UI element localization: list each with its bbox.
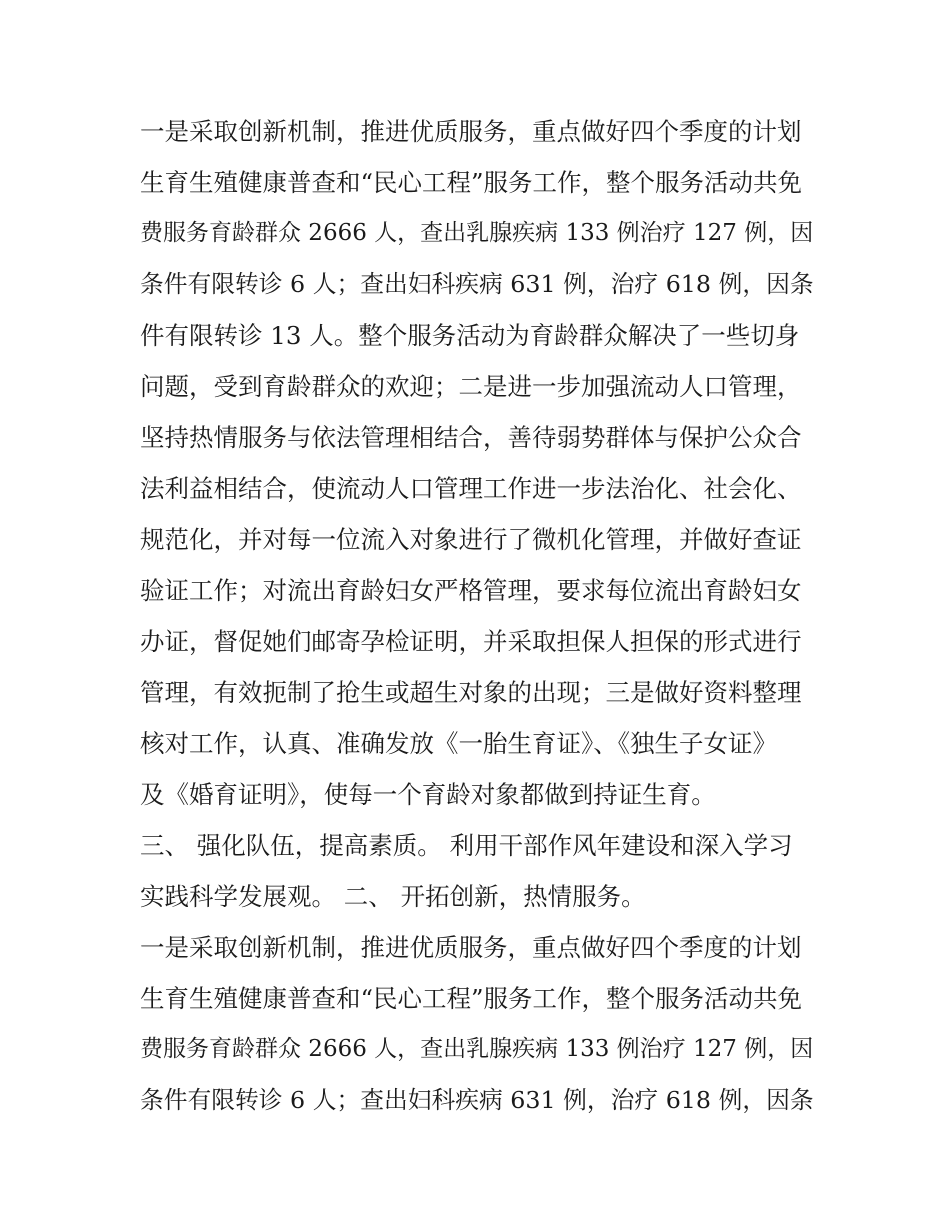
text-line-9: 规范化，并对每一位流入对象进行了微机化管理，并做好查证 — [140, 525, 802, 554]
text-line-7: 坚持热情服务与依法管理相结合，善待弱势群体与保护公众合 — [140, 423, 802, 452]
text-line-17: 一是采取创新机制，推进优质服务，重点做好四个季度的计划 — [140, 933, 802, 962]
text-line-2: 生育生殖健康普查和“民心工程”服务工作，整个服务活动共免 — [140, 168, 803, 197]
text-line-4: 条件有限转诊 6 人；查出妇科疾病 631 例，治疗 618 例，因条 — [140, 270, 814, 298]
text-line-5: 件有限转诊 13 人。整个服务活动为育龄群众解决了一些切身 — [140, 321, 800, 350]
text-line-13: 核对工作，认真、准确发放《一胎生育证》、《独生子女证》 — [140, 729, 777, 758]
text-line-12: 管理，有效扼制了抢生或超生对象的出现；三是做好资料整理 — [140, 678, 802, 707]
text-line-15: 三、 强化队伍，提高素质。 利用干部作风年建设和深入学习 — [140, 831, 793, 860]
text-line-19: 费服务育龄群众 2666 人，查出乳腺疾病 133 例治疗 127 例，因 — [140, 1036, 814, 1062]
text-line-8: 法利益相结合，使流动人口管理工作进一步法治化、社会化、 — [140, 474, 802, 503]
text-line-3: 费服务育龄群众 2666 人，查出乳腺疾病 133 例治疗 127 例，因 — [140, 220, 814, 246]
text-line-10: 验证工作；对流出育龄妇女严格管理，要求每位流出育龄妇女 — [140, 576, 802, 605]
text-line-14: 及《婚育证明》，使每一个育龄对象都做到持证生育。 — [140, 780, 716, 809]
text-line-16: 实践科学发展观。 二、 开拓创新，热情服务。 — [140, 882, 646, 911]
document-body — [140, 106, 820, 1126]
text-line-6: 问题，受到育龄群众的欢迎；二是进一步加强流动人口管理， — [140, 372, 802, 401]
text-line-18: 生育生殖健康普查和“民心工程”服务工作，整个服务活动共免 — [140, 984, 803, 1013]
text-line-20: 条件有限转诊 6 人；查出妇科疾病 631 例，治疗 618 例，因条 — [140, 1086, 814, 1114]
text-line-11: 办证，督促她们邮寄孕检证明，并采取担保人担保的形式进行 — [140, 627, 802, 656]
text-line-1: 一是采取创新机制，推进优质服务，重点做好四个季度的计划 — [140, 117, 802, 146]
